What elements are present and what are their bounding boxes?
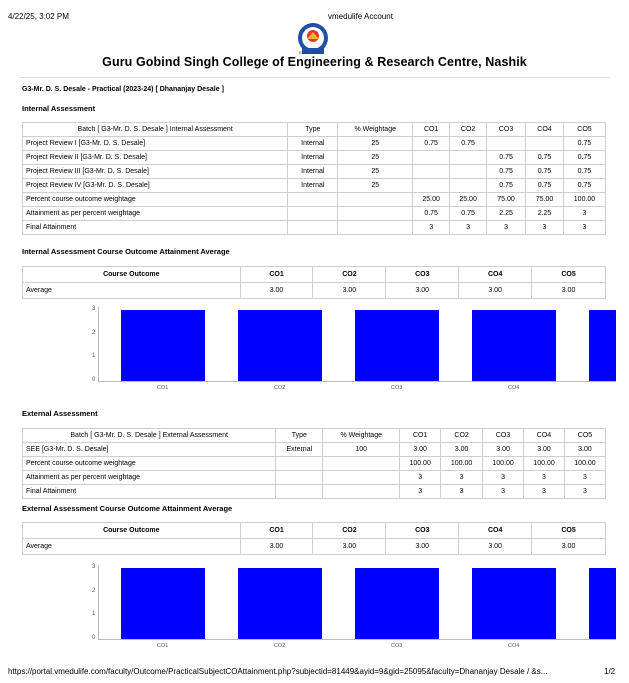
table-cell <box>323 457 400 471</box>
table-row <box>23 471 606 485</box>
column-header: Course Outcome <box>23 523 241 539</box>
x-tick-label: CO1 <box>157 643 169 649</box>
table-row <box>23 207 606 221</box>
bar-co5 <box>589 568 616 639</box>
table-cell <box>413 179 450 193</box>
column-header: Course Outcome <box>23 267 241 283</box>
table-cell: Internal <box>288 151 338 165</box>
table-cell: 2.25 <box>526 207 564 221</box>
table-cell: 3.00 <box>483 443 524 457</box>
external-avg-bar-chart <box>98 565 616 640</box>
table-cell: 0.75 <box>563 179 605 193</box>
table-cell: Percent course outcome weightage <box>23 457 276 471</box>
column-header: CO2 <box>313 523 386 539</box>
table-cell: Project Review I [G3-Mr. D. S. Desale] <box>23 137 288 151</box>
y-tick-label: 0 <box>92 635 96 641</box>
external-assessment-table <box>22 428 606 499</box>
table-cell: 0.75 <box>563 151 605 165</box>
table-row <box>23 283 606 299</box>
table-row <box>23 137 606 151</box>
table-cell: 3.00 <box>532 539 606 555</box>
table-cell: 3.00 <box>386 539 459 555</box>
table-cell: 100.00 <box>441 457 483 471</box>
table-cell: External <box>276 443 323 457</box>
x-tick-label: CO4 <box>508 643 520 649</box>
table-cell: 100.00 <box>564 457 605 471</box>
column-header: Batch [ G3-Mr. D. S. Desale ] Internal Assessment <box>23 123 288 137</box>
column-header: CO2 <box>450 123 487 137</box>
print-site-title: vmedulife Account <box>328 12 393 21</box>
table-cell: Final Attainment <box>23 485 276 499</box>
table-cell: 3 <box>450 221 487 235</box>
table-cell: Internal <box>288 179 338 193</box>
table-cell <box>450 151 487 165</box>
table-header-row <box>23 267 606 283</box>
table-cell: 25.00 <box>450 193 487 207</box>
column-header: CO5 <box>532 523 606 539</box>
table-row <box>23 539 606 555</box>
table-cell: 0.75 <box>563 137 605 151</box>
y-tick-label: 0 <box>92 377 96 383</box>
table-cell: 3.00 <box>400 443 441 457</box>
print-page-number: 1/2 <box>604 667 616 676</box>
y-tick-label: 3 <box>92 306 96 312</box>
x-tick-label: CO3 <box>391 643 403 649</box>
external-avg-heading: External Assessment Course Outcome Attainment Average <box>22 504 233 513</box>
subject-subtitle: G3-Mr. D. S. Desale - Practical (2023-24) [ Dhananjay Desale ] <box>22 86 224 93</box>
table-cell: Attainment as per percent weightage <box>23 207 288 221</box>
table-cell: 0.75 <box>487 179 526 193</box>
table-cell <box>338 193 413 207</box>
table-cell: 100.00 <box>524 457 565 471</box>
logo-estd-text: ESTD. - 2006 <box>299 51 321 55</box>
column-header: CO1 <box>240 523 313 539</box>
table-cell <box>276 485 323 499</box>
column-header: CO1 <box>400 429 441 443</box>
table-cell: Percent course outcome weightage <box>23 193 288 207</box>
column-header: CO4 <box>526 123 564 137</box>
table-cell: 0.75 <box>526 165 564 179</box>
y-tick-label: 1 <box>92 353 96 360</box>
bar-co4 <box>472 310 556 381</box>
table-cell: 75.00 <box>526 193 564 207</box>
bar-co2 <box>238 568 322 639</box>
x-tick-label: CO2 <box>274 643 286 649</box>
table-cell: 3.00 <box>459 539 532 555</box>
table-cell <box>276 457 323 471</box>
internal-assessment-table <box>22 122 606 235</box>
internal-avg-table <box>22 266 606 299</box>
table-cell: 3.00 <box>240 283 313 299</box>
bar-co2 <box>238 310 322 381</box>
table-cell: Final Attainment <box>23 221 288 235</box>
bar-co1 <box>121 310 205 381</box>
table-cell: 3 <box>441 471 483 485</box>
x-tick-label: CO3 <box>391 385 403 391</box>
external-assessment-heading: External Assessment <box>22 409 98 418</box>
table-cell: 3 <box>400 471 441 485</box>
column-header: CO3 <box>386 267 459 283</box>
table-cell: 3 <box>483 485 524 499</box>
table-cell: Internal <box>288 137 338 151</box>
bar-co5 <box>589 310 616 381</box>
column-header: Type <box>276 429 323 443</box>
print-url: https://portal.vmedulife.com/faculty/Outcome/PracticalSubjectCOAttainment.php?subjectid=81449&ayid=9&gid=25095&faculty=Dhananjay Desale / &s... <box>8 667 548 676</box>
college-name: Guru Gobind Singh College of Engineering & Research Centre, Nashik <box>102 55 527 69</box>
table-row <box>23 221 606 235</box>
table-cell: 3 <box>524 471 565 485</box>
table-cell: 25.00 <box>413 193 450 207</box>
column-header: CO3 <box>487 123 526 137</box>
x-tick-label: CO4 <box>508 385 520 391</box>
table-row <box>23 151 606 165</box>
table-cell: 3 <box>483 471 524 485</box>
table-cell <box>276 471 323 485</box>
column-header: CO5 <box>564 429 605 443</box>
table-header-row <box>23 123 606 137</box>
column-header: % Weightage <box>323 429 400 443</box>
table-cell: 0.75 <box>526 151 564 165</box>
table-cell: 3 <box>564 471 605 485</box>
bar-co4 <box>472 568 556 639</box>
table-cell <box>288 221 338 235</box>
table-cell: 0.75 <box>563 165 605 179</box>
table-cell: 0.75 <box>487 151 526 165</box>
column-header: Batch [ G3-Mr. D. S. Desale ] External Assessment <box>23 429 276 443</box>
table-cell: Project Review IV [G3-Mr. D. S. Desale] <box>23 179 288 193</box>
column-header: CO4 <box>459 267 532 283</box>
column-header: CO4 <box>459 523 532 539</box>
column-header: CO5 <box>532 267 606 283</box>
table-cell: 3.00 <box>441 443 483 457</box>
column-header: CO1 <box>240 267 313 283</box>
table-row <box>23 457 606 471</box>
table-header-row <box>23 429 606 443</box>
table-row <box>23 485 606 499</box>
table-cell: 3 <box>413 221 450 235</box>
column-header: CO4 <box>524 429 565 443</box>
print-datetime: 4/22/25, 3:02 PM <box>8 12 69 21</box>
internal-avg-heading: Internal Assessment Course Outcome Attainment Average <box>22 247 230 256</box>
internal-avg-bar-chart <box>98 307 616 382</box>
table-cell: 0.75 <box>526 179 564 193</box>
bar-co3 <box>355 310 439 381</box>
table-cell: 25 <box>338 165 413 179</box>
column-header: CO3 <box>386 523 459 539</box>
table-cell: Average <box>23 283 241 299</box>
table-cell <box>338 207 413 221</box>
table-cell <box>323 485 400 499</box>
x-tick-label: CO1 <box>157 385 169 391</box>
table-cell: 3.00 <box>313 539 386 555</box>
column-header: Type <box>288 123 338 137</box>
table-cell: 0.75 <box>413 137 450 151</box>
table-cell: Project Review II [G3-Mr. D. S. Desale] <box>23 151 288 165</box>
table-cell: 3 <box>563 221 605 235</box>
table-cell: Internal <box>288 165 338 179</box>
column-header: CO2 <box>313 267 386 283</box>
table-cell: 3.00 <box>532 283 606 299</box>
table-row <box>23 165 606 179</box>
table-cell: 2.25 <box>487 207 526 221</box>
table-cell <box>338 221 413 235</box>
column-header: CO3 <box>483 429 524 443</box>
table-cell: 3 <box>400 485 441 499</box>
table-cell: 3.00 <box>524 443 565 457</box>
table-cell: 3.00 <box>459 283 532 299</box>
table-cell: 3.00 <box>240 539 313 555</box>
table-cell <box>413 165 450 179</box>
table-cell: 100.00 <box>563 193 605 207</box>
internal-assessment-heading: Internal Assessment <box>22 104 96 113</box>
table-cell: 0.75 <box>450 207 487 221</box>
table-cell: 3 <box>441 485 483 499</box>
table-cell: 100 <box>323 443 400 457</box>
table-row <box>23 179 606 193</box>
table-row <box>23 193 606 207</box>
header-divider <box>20 77 610 78</box>
table-cell: 3.00 <box>313 283 386 299</box>
table-cell: 0.75 <box>413 207 450 221</box>
y-tick-label: 2 <box>92 329 96 336</box>
table-cell: 25 <box>338 151 413 165</box>
table-cell <box>450 179 487 193</box>
y-tick-label: 1 <box>92 611 96 618</box>
table-cell: 25 <box>338 179 413 193</box>
table-cell: 100.00 <box>483 457 524 471</box>
bar-co1 <box>121 568 205 639</box>
x-tick-label: CO2 <box>274 385 286 391</box>
table-cell: 0.75 <box>450 137 487 151</box>
external-avg-table <box>22 522 606 555</box>
table-row <box>23 443 606 457</box>
table-cell: 75.00 <box>487 193 526 207</box>
table-cell: 0.75 <box>487 165 526 179</box>
table-cell <box>288 193 338 207</box>
table-cell: 25 <box>338 137 413 151</box>
table-cell: 3.00 <box>386 283 459 299</box>
table-cell: 100.00 <box>400 457 441 471</box>
table-cell: Average <box>23 539 241 555</box>
table-cell: Attainment as per percent weightage <box>23 471 276 485</box>
table-cell: Project Review III [G3-Mr. D. S. Desale] <box>23 165 288 179</box>
table-cell: 3 <box>564 485 605 499</box>
table-cell <box>323 471 400 485</box>
table-cell: 3.00 <box>564 443 605 457</box>
table-cell <box>450 165 487 179</box>
table-cell: 3 <box>487 221 526 235</box>
column-header: CO5 <box>563 123 605 137</box>
bar-co3 <box>355 568 439 639</box>
column-header: CO1 <box>413 123 450 137</box>
table-cell: 3 <box>524 485 565 499</box>
y-tick-label: 3 <box>92 564 96 570</box>
table-cell <box>413 151 450 165</box>
table-cell: SEE [G3-Mr. D. S. Desale] <box>23 443 276 457</box>
table-cell: 3 <box>526 221 564 235</box>
table-cell <box>487 137 526 151</box>
column-header: CO2 <box>441 429 483 443</box>
table-cell <box>288 207 338 221</box>
y-tick-label: 2 <box>92 587 96 594</box>
table-header-row <box>23 523 606 539</box>
table-cell <box>526 137 564 151</box>
table-cell: 3 <box>563 207 605 221</box>
column-header: % Weightage <box>338 123 413 137</box>
